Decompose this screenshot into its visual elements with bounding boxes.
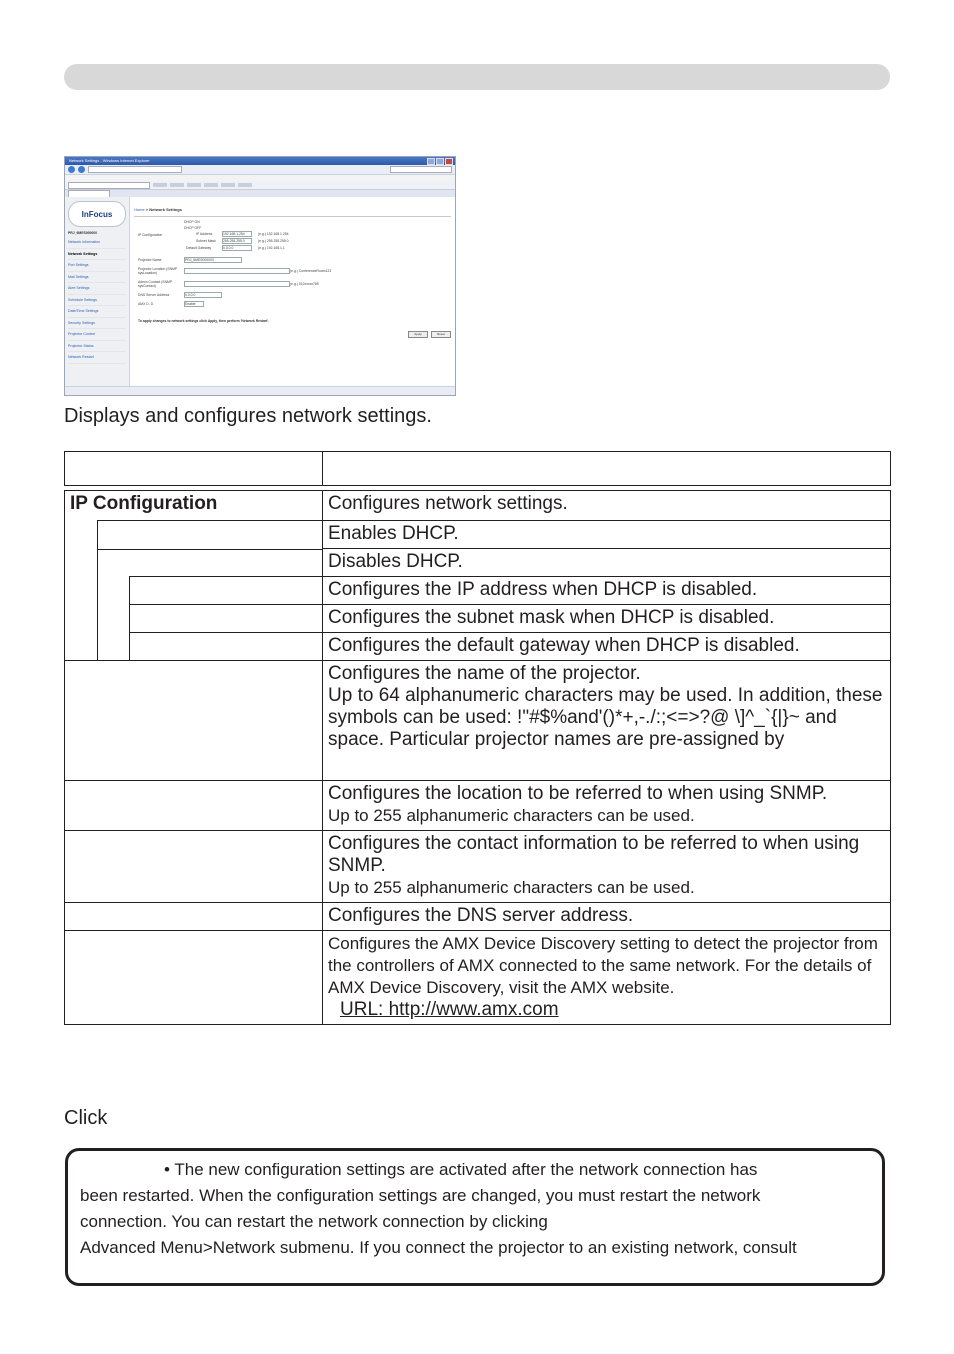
table-row (65, 521, 891, 549)
admin-contact-example: (e.g.) 012xxxxx789 (290, 282, 319, 286)
table-row (65, 491, 891, 521)
table-row (65, 831, 891, 903)
subnet-mask-example: (e.g.) 255.255.255.0 (258, 239, 289, 243)
desc-default-gateway: Configures the default gateway when DHCP is disabled. (323, 633, 891, 661)
desc-dhcp-on: Enables DHCP. (323, 521, 891, 549)
dns-server-label: DNS Server Address (138, 293, 170, 297)
ip-address-label: IP Address (196, 232, 213, 236)
desc-projector-name: Configures the name of the projector. Up to 64 alphanumeric characters may be used. In addition, these symbols can be used: !"#$%and'()*+,-./:;<=>?@ \]^_`{|}~ and space. Particular projector names are pre-assigned by (323, 661, 891, 781)
desc-amx: Configures the AMX Device Discovery setting to detect the projector from the controllers of AMX connected to the same network. For the details of AMX Device Discovery, visit the AMX website. URL: http://www.amx.com (323, 931, 891, 1025)
amx-url-link[interactable]: URL: http://www.amx.com (340, 999, 559, 1020)
reset-button: Reset (431, 331, 451, 338)
table-row (65, 903, 891, 931)
network-settings-screenshot (64, 156, 456, 396)
intro-text: Displays and configures network settings. (64, 405, 432, 427)
sidebar-item-network-information: Network Information (68, 237, 126, 249)
note-line-3: connection. You can restart the network connection by clicking (80, 1212, 548, 1231)
sidebar-item-network-settings: Network Settings (68, 249, 126, 261)
table-row (65, 931, 891, 1025)
address-bar (65, 165, 455, 175)
settings-panel (130, 197, 455, 387)
infocus-logo: InFocus (68, 201, 126, 227)
sidebar-item-port-settings: Port Settings (68, 260, 126, 272)
apply-note: To apply changes to network settings click Apply, then perform 'Network Restart'. (138, 319, 270, 323)
projector-name-label: Projector Name (138, 258, 162, 262)
projector-id: PRJ_6MES000000 (68, 231, 98, 235)
table-header-row (65, 452, 891, 486)
sidebar-item-schedule-settings: Schedule Settings (68, 295, 126, 307)
desc-ip-configuration: Configures network settings. (323, 491, 891, 521)
table-row (65, 633, 891, 661)
sidebar-item-mail-settings: Mail Settings (68, 272, 126, 284)
sidebar (65, 197, 130, 387)
close-icon (445, 158, 453, 165)
sidebar-item-security-settings: Security Settings (68, 318, 126, 330)
amx-select: Enable (185, 302, 196, 306)
dhcp-on-radio: DHCP ON (184, 220, 200, 224)
back-icon (68, 166, 75, 173)
ip-address-example: (e.g.) 192.168.1.254 (258, 232, 289, 236)
sidebar-item-alert-settings: Alert Settings (68, 283, 126, 295)
minimize-icon (427, 158, 435, 165)
table-row (65, 661, 891, 781)
window-title: Network Settings - Windows Internet Explorer (65, 157, 455, 165)
desc-dhcp-off: Disables DHCP. (323, 549, 891, 577)
toolbar-search-field (68, 182, 150, 189)
dns-server-value: 0.0.0.0 (185, 293, 196, 297)
maximize-icon (436, 158, 444, 165)
ip-address-value: 192.168.1.254 (223, 232, 245, 236)
window-controls (427, 158, 453, 165)
search-toolbar (65, 181, 455, 190)
sidebar-item-projector-control: Projector Control (68, 329, 126, 341)
sidebar-item-date-time-settings: Date/Time Settings (68, 306, 126, 318)
sidebar-item-projector-status: Projector Status (68, 341, 126, 353)
projector-name-value: PRJ_6MES000000 (185, 258, 214, 262)
admin-contact-label: Admin Contact (SNMP sysContact) (138, 280, 173, 288)
item-ip-configuration: IP Configuration (70, 493, 218, 514)
default-gateway-label: Default Gateway (186, 246, 212, 250)
table-row (65, 577, 891, 605)
table-row (65, 605, 891, 633)
desc-subnet-mask: Configures the subnet mask when DHCP is disabled. (323, 605, 891, 633)
table-row (65, 781, 891, 831)
subnet-mask-value: 255.255.255.0 (223, 239, 245, 243)
default-gateway-value: 0.0.0.0 (223, 246, 234, 250)
note-box (65, 1148, 885, 1286)
subnet-mask-label: Subnet Mask (196, 239, 216, 243)
desc-admin-contact: Configures the contact information to be referred to when using SNMP. Up to 255 alphanumeric characters can be used. (323, 831, 891, 903)
sidebar-item-network-restart: Network Restart (68, 352, 126, 364)
apply-button: Apply (408, 331, 428, 338)
table-row (65, 549, 891, 577)
projector-location-label: Projector Location (SNMP sysLocation) (138, 267, 178, 275)
click-instruction: Click (64, 1107, 108, 1129)
note-line-2: been restarted. When the configuration settings are changed, you must restart the network (80, 1186, 761, 1205)
projector-location-example: (e.g.) ConferenceRoom123 (290, 269, 332, 273)
desc-ip-address: Configures the IP address when DHCP is disabled. (323, 577, 891, 605)
settings-table (64, 451, 891, 1025)
note-line-1: • The new configuration settings are activated after the network connection has (164, 1160, 758, 1179)
dhcp-off-radio: DHCP OFF (184, 226, 202, 230)
url-field (88, 166, 182, 173)
chapter-header-bar (64, 64, 890, 90)
desc-dns-server: Configures the DNS server address. (323, 903, 891, 931)
desc-projector-location: Configures the location to be referred to when using SNMP. Up to 255 alphanumeric characters can be used. (323, 781, 891, 831)
note-line-4: Advanced Menu>Network submenu. If you connect the projector to an existing network, consult (80, 1238, 797, 1257)
web-content (65, 197, 455, 387)
browser-status-bar (65, 386, 455, 395)
amx-label: AMX D. D. (138, 302, 155, 306)
forward-icon (78, 166, 85, 173)
breadcrumb: Home > Network Settings (134, 207, 182, 212)
search-field (390, 166, 452, 173)
default-gateway-example: (e.g.) 192.168.1.1 (258, 246, 285, 250)
ip-configuration-label: IP Configuration (138, 233, 163, 237)
